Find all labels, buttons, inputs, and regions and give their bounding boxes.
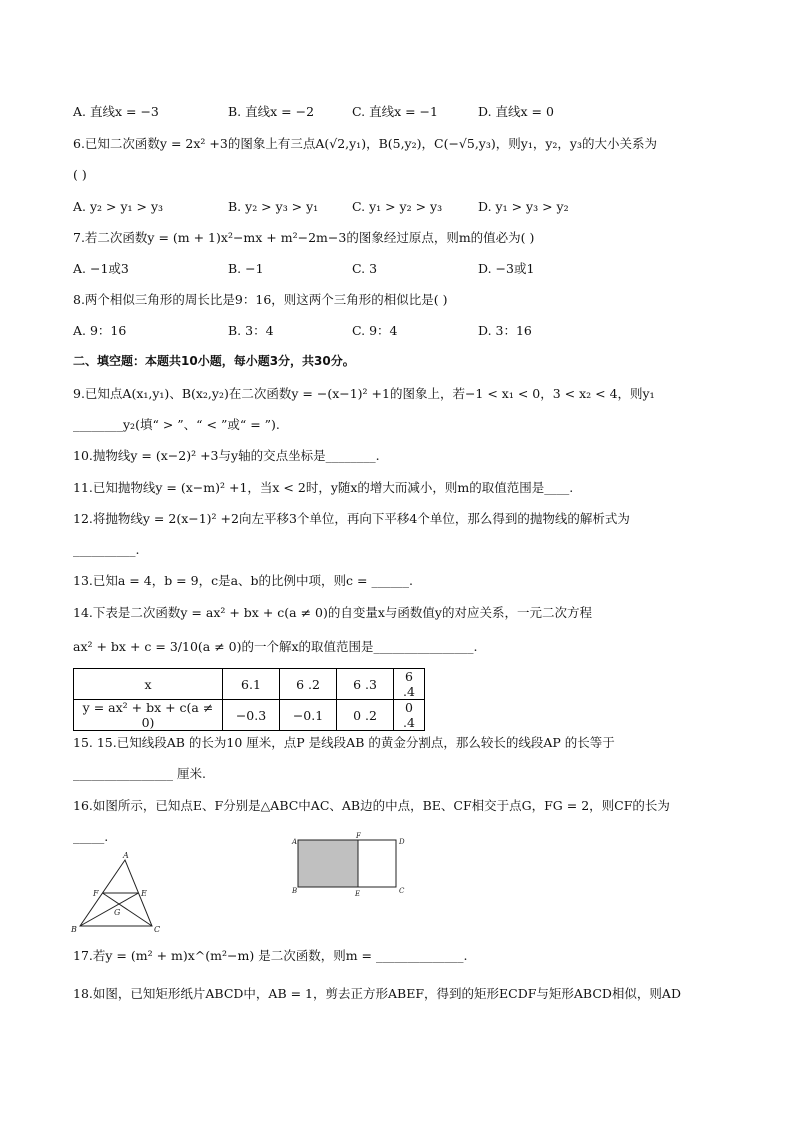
q7-stem: 7.若二次函数y = (m + 1)x²−mx + m²−2m−3的图象经过原点，则m的值必为( ) <box>73 230 535 245</box>
q6-option-d: D. y₁ > y₃ > y₂ <box>478 199 569 214</box>
q5-option-b: B. 直线x = −2 <box>228 104 315 119</box>
q8-option-a: A. 9：16 <box>73 323 127 338</box>
label-b: B <box>71 925 77 934</box>
q7-option-c: C. 3 <box>352 261 378 276</box>
label-f: F <box>356 832 361 840</box>
label-g: G <box>114 908 121 917</box>
table-cell: 6 .3 <box>337 669 394 700</box>
q5-option-a: A. 直线x = −3 <box>73 104 159 119</box>
table-cell: 6 .2 <box>280 669 337 700</box>
q6-paren: ( ) <box>73 167 87 182</box>
label-c: C <box>399 887 405 895</box>
table-cell: −0.3 <box>223 700 280 731</box>
triangle-figure <box>68 848 168 934</box>
q9-line1: 9.已知点A(x₁,y₁)、B(x₂,y₂)在二次函数y = −(x−1)² +1的图象上，若−1 < x₁ < 0，3 < x₂ < 4，则y₁ <box>73 386 655 401</box>
label-f: F <box>93 889 99 898</box>
table-row <box>74 700 425 731</box>
q6-option-b: B. y₂ > y₃ > y₁ <box>228 199 319 214</box>
q15-line2: ________________ 厘米. <box>73 766 206 781</box>
q14-line2: ax² + bx + c = 3/10(a ≠ 0)的一个解x的取值范围是________________. <box>73 639 478 654</box>
q5-option-c: C. 直线x = −1 <box>352 104 438 119</box>
label-a: A <box>123 851 129 860</box>
table-cell: 6.1 <box>223 669 280 700</box>
q16-line2: _____. <box>73 829 109 844</box>
q11: 11.已知抛物线y = (x−m)² +1，当x < 2时，y随x的增大而减小，则m的取值范围是____. <box>73 480 574 495</box>
q8-option-d: D. 3：16 <box>478 323 532 338</box>
table-cell: 0 .4 <box>394 700 425 731</box>
q14-line1: 14.下表是二次函数y = ax² + bx + c(a ≠ 0)的自变量x与函数值y的对应关系，一元二次方程 <box>73 605 592 620</box>
table-row <box>74 669 425 700</box>
label-c: C <box>154 925 161 934</box>
table-cell: y = ax² + bx + c(a ≠ 0) <box>74 700 223 731</box>
section-heading: 二、填空题：本题共10小题，每小题3分，共30分。 <box>73 354 355 368</box>
q13: 13.已知a = 4，b = 9，c是a、b的比例中项，则c = ______. <box>73 573 413 588</box>
q7-option-a: A. −1或3 <box>73 261 129 276</box>
table-cell: 6 .4 <box>394 669 425 700</box>
value-table <box>73 668 425 731</box>
rectangle-figure <box>290 832 410 898</box>
q6-option-a: A. y₂ > y₁ > y₃ <box>73 199 164 214</box>
q7-option-d: D. −3或1 <box>478 261 535 276</box>
q6-stem: 6.已知二次函数y = 2x² +3的图象上有三点A(√2,y₁)，B(5,y₂)，C(−√5,y₃)，则y₁，y₂，y₃的大小关系为 <box>73 136 657 151</box>
q8-option-b: B. 3：4 <box>228 323 274 338</box>
table-cell: x <box>74 669 223 700</box>
table-cell: 0 .2 <box>337 700 394 731</box>
label-e: E <box>355 890 361 898</box>
q16-line1: 16.如图所示，已知点E、F分别是△ABC中AC、AB边的中点，BE、CF相交于点G，FG = 2，则CF的长为 <box>73 798 670 813</box>
q12-line2: __________. <box>73 542 140 557</box>
label-a: A <box>292 838 298 846</box>
q8-stem: 8.两个相似三角形的周长比是9：16，则这两个三角形的相似比是( ) <box>73 292 448 307</box>
q7-option-b: B. −1 <box>228 261 264 276</box>
label-d: D <box>399 838 405 846</box>
q9-line2: ________y₂(填“ > ”、“ < ”或“ = ”). <box>73 417 280 432</box>
label-e: E <box>141 889 147 898</box>
q18: 18.如图，已知矩形纸片ABCD中，AB = 1，剪去正方形ABEF，得到的矩形ECDF与矩形ABCD相似，则AD <box>73 986 681 1001</box>
q15-line1: 15. 15.已知线段AB 的长为10 厘米，点P 是线段AB 的黄金分割点，那么较长的线段AP 的长等于 <box>73 735 615 750</box>
q5-option-d: D. 直线x = 0 <box>478 104 554 119</box>
label-b: B <box>292 887 298 895</box>
q8-option-c: C. 9：4 <box>352 323 398 338</box>
q6-option-c: C. y₁ > y₂ > y₃ <box>352 199 443 214</box>
q17: 17.若y = (m² + m)x^(m²−m) 是二次函数，则m = ______________. <box>73 948 468 963</box>
table-cell: −0.1 <box>280 700 337 731</box>
q12-line1: 12.将抛物线y = 2(x−1)² +2向左平移3个单位，再向下平移4个单位，那么得到的抛物线的解析式为 <box>73 511 630 526</box>
q10: 10.抛物线y = (x−2)² +3与y轴的交点坐标是________. <box>73 448 380 463</box>
